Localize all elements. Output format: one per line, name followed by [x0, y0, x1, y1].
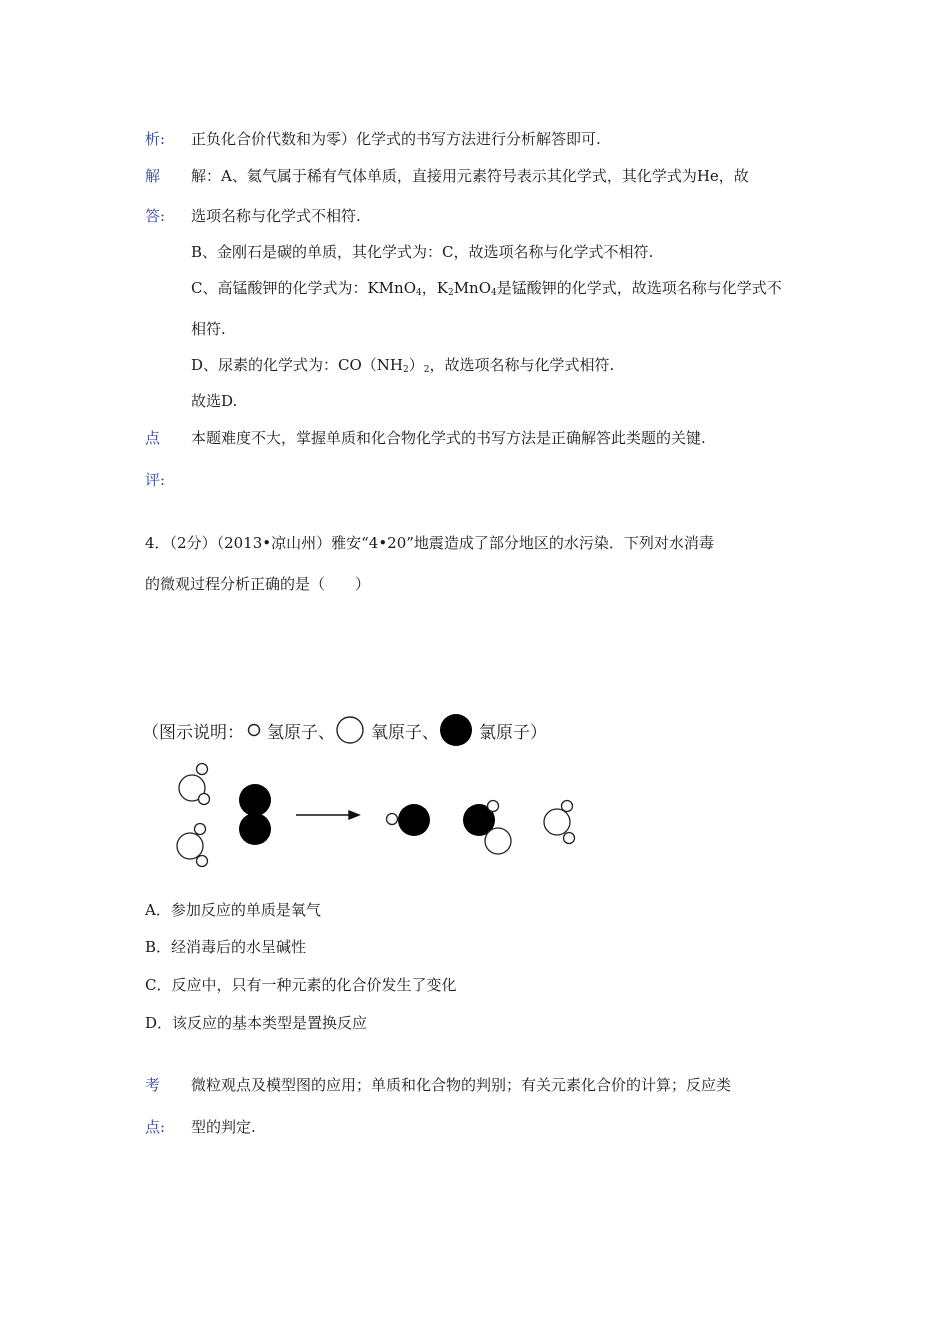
question-stem-line-2: 的微观过程分析正确的是（ ）	[145, 575, 371, 593]
solution-line-c2: 相符.	[191, 320, 226, 338]
water-molecule-2	[177, 824, 208, 867]
knowledge-label-1: 考	[145, 1076, 161, 1094]
option-d: D．该反应的基本类型是置换反应	[145, 1014, 368, 1032]
option-a: A．参加反应的单质是氧气	[145, 901, 321, 919]
chlorine-atom-icon	[439, 713, 473, 747]
analysis-line: 正负化合价代数和为零）化学式的书写方法进行分析解答即可.	[191, 130, 601, 148]
knowledge-line-2: 型的判定.	[191, 1118, 256, 1136]
legend-oxygen: 氧原子、	[371, 722, 439, 743]
hcl-molecule	[387, 804, 431, 836]
hydrogen-atom-icon	[246, 722, 262, 738]
oxygen-atom-icon	[335, 715, 365, 745]
solution-line-a1: 解：A、氦气属于稀有气体单质，直接用元素符号表示其化学式，其化学式为He，故	[191, 167, 749, 185]
analysis-label: 析:	[145, 130, 166, 148]
reaction-arrow	[296, 811, 359, 819]
legend-hydrogen: 氢原子、	[267, 722, 335, 743]
legend-chlorine: 氯原子）	[479, 722, 547, 743]
solution-line-a2: 选项名称与化学式不相符.	[191, 207, 361, 225]
solution-line-c: C、高锰酸钾的化学式为：KMnO$_4$，$K_2MnO_4$是锰酸钾的化学式，故选项名称与化学式不	[191, 279, 782, 298]
option-b: B．经消毒后的水呈碱性	[145, 938, 307, 956]
comment-label-2: 评:	[145, 471, 166, 489]
diagram-legend	[142, 712, 547, 748]
knowledge-label-2: 点:	[145, 1118, 166, 1136]
chlorine-molecule	[239, 784, 271, 845]
reaction-diagram	[165, 758, 595, 878]
solution-line-d: D、尿素的化学式为：$CO(NH_2)_2$，故选项名称与化学式相符.	[191, 356, 615, 375]
comment-line: 本题难度不大，掌握单质和化合物化学式的书写方法是正确解答此类题的关键.	[191, 429, 706, 447]
water-molecule-3	[544, 801, 575, 844]
question-stem-line-1: 4．（2分）（2013•凉山州）雅安“4•20”地震造成了部分地区的水污染．下列对水消毒	[145, 534, 714, 552]
water-molecule-1	[179, 764, 210, 805]
hclo-molecule	[463, 801, 511, 855]
legend-open: （图示说明：	[142, 722, 244, 743]
comment-label-1: 点	[145, 429, 161, 447]
solution-line-b: B、金刚石是碳的单质，其化学式为：C，故选项名称与化学式不相符.	[191, 243, 654, 261]
solution-label-1: 解	[145, 167, 161, 185]
knowledge-line-1: 微粒观点及模型图的应用；单质和化合物的判别；有关元素化合价的计算；反应类	[191, 1076, 732, 1094]
solution-label-2: 答:	[145, 207, 166, 225]
solution-answer: 故选D.	[191, 392, 238, 410]
option-c: C．反应中，只有一种元素的化合价发生了变化	[145, 976, 457, 994]
